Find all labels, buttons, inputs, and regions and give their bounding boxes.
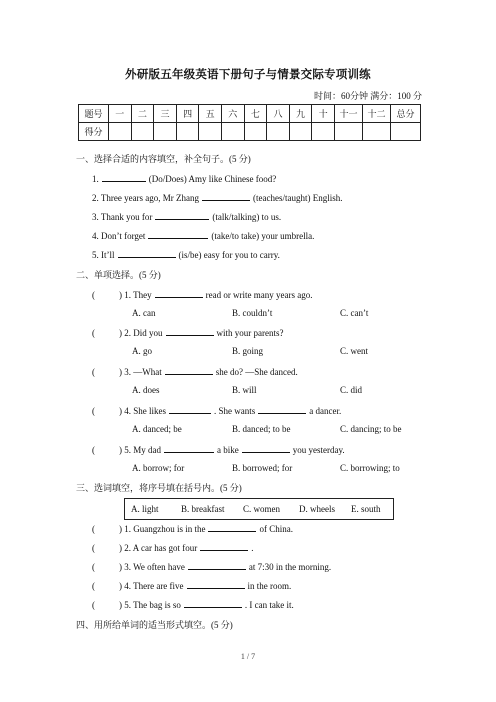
question-text: a dancer. bbox=[309, 406, 342, 416]
answer-blank[interactable] bbox=[184, 598, 242, 608]
word-bank-box bbox=[124, 498, 394, 520]
answer-blank[interactable] bbox=[118, 248, 176, 258]
section-2-heading: 二、单项选择。(5 分) bbox=[76, 270, 161, 280]
score-table-header-row bbox=[79, 105, 421, 123]
score-input-cell[interactable] bbox=[335, 123, 363, 141]
question-text: (is/be) easy for you to carry. bbox=[178, 250, 280, 260]
paren-open: ( bbox=[92, 406, 95, 416]
option-a: A. does bbox=[132, 385, 160, 395]
answer-blank[interactable] bbox=[208, 522, 256, 532]
question-text: in the room. bbox=[247, 581, 292, 591]
score-table-cell: 十一 bbox=[335, 105, 363, 123]
paren-open: ( bbox=[92, 328, 95, 338]
answer-blank[interactable] bbox=[148, 229, 208, 239]
option-a: A. danced; be bbox=[132, 424, 182, 434]
s3-question-2 bbox=[92, 541, 253, 553]
s2-question-5 bbox=[92, 443, 345, 455]
score-table-cell: 三 bbox=[154, 105, 177, 123]
option-c: C. borrowing; to bbox=[340, 463, 400, 473]
score-input-cell[interactable] bbox=[199, 123, 222, 141]
question-text: (Do/Does) Amy like Chinese food? bbox=[148, 174, 277, 184]
score-table-cell: 七 bbox=[244, 105, 267, 123]
answer-blank[interactable] bbox=[202, 191, 250, 201]
option-c: C. did bbox=[340, 385, 363, 395]
answer-blank[interactable] bbox=[188, 560, 246, 570]
option-b: B. couldn’t bbox=[232, 308, 273, 318]
answer-blank[interactable] bbox=[155, 288, 203, 298]
question-text: . She wants bbox=[214, 406, 256, 416]
question-text: ) 5. The bag is so bbox=[119, 600, 181, 610]
question-text: with your parents? bbox=[216, 328, 284, 338]
answer-blank[interactable] bbox=[187, 579, 245, 589]
question-text: you yesterday. bbox=[292, 445, 345, 455]
option-b: B. danced; to be bbox=[232, 424, 291, 434]
option-a: A. borrow; for bbox=[132, 463, 185, 473]
question-text: ) 3. We often have bbox=[119, 562, 185, 572]
question-text: 3. Thank you for bbox=[92, 212, 153, 222]
answer-blank[interactable] bbox=[169, 404, 211, 414]
paren-open: ( bbox=[92, 290, 95, 300]
score-input-cell[interactable] bbox=[391, 123, 421, 141]
option-b: B. going bbox=[232, 346, 264, 356]
section-3-heading: 三、选词填空，将序号填在括号内。(5 分) bbox=[76, 483, 242, 493]
score-input-cell[interactable] bbox=[221, 123, 244, 141]
word-bank-item: B. breakfast bbox=[181, 504, 225, 514]
option-b: B. will bbox=[232, 385, 257, 395]
question-text: 4. Don’t forget bbox=[92, 231, 146, 241]
score-input-cell[interactable] bbox=[176, 123, 199, 141]
s2-question-1 bbox=[92, 288, 313, 300]
score-table-cell: 四 bbox=[176, 105, 199, 123]
option-c: C. can’t bbox=[340, 308, 369, 318]
option-c: C. dancing; to be bbox=[340, 424, 402, 434]
score-table-cell: 十 bbox=[312, 105, 335, 123]
s1-question-1 bbox=[92, 172, 276, 184]
question-text: . bbox=[251, 543, 254, 553]
score-table-cell: 五 bbox=[199, 105, 222, 123]
score-input-cell[interactable] bbox=[131, 123, 154, 141]
question-text: at 7:30 in the morning. bbox=[248, 562, 332, 572]
section-1-heading: 一、选择合适的内容填空，补全句子。(5 分) bbox=[76, 154, 251, 164]
s2-question-4 bbox=[92, 404, 341, 416]
question-text: . I can take it. bbox=[244, 600, 294, 610]
question-text: (talk/talking) to us. bbox=[212, 212, 282, 222]
answer-blank[interactable] bbox=[258, 404, 306, 414]
answer-blank[interactable] bbox=[164, 443, 214, 453]
score-table-cell: 六 bbox=[221, 105, 244, 123]
s1-question-2 bbox=[92, 191, 343, 203]
page-number: 1 / 7 bbox=[240, 652, 256, 661]
s1-question-5 bbox=[92, 248, 280, 260]
score-table-cell: 九 bbox=[289, 105, 312, 123]
score-input-cell[interactable] bbox=[363, 123, 391, 141]
s2-question-3 bbox=[92, 365, 298, 377]
s1-question-4 bbox=[92, 229, 314, 241]
question-text: of China. bbox=[259, 524, 293, 534]
score-input-cell[interactable] bbox=[154, 123, 177, 141]
score-input-cell[interactable] bbox=[267, 123, 290, 141]
answer-blank[interactable] bbox=[102, 172, 146, 182]
option-b: B. borrowed; for bbox=[232, 463, 293, 473]
score-table-cell: 一 bbox=[109, 105, 132, 123]
score-table-cell: 二 bbox=[131, 105, 154, 123]
question-text: 2. Three years ago, Mr Zhang bbox=[92, 193, 200, 203]
option-c: C. went bbox=[340, 346, 368, 356]
time-info: 时间：60分钟 满分：100 分 bbox=[313, 91, 422, 101]
option-a: A. go bbox=[132, 346, 152, 356]
score-input-cell[interactable] bbox=[312, 123, 335, 141]
s3-question-1 bbox=[92, 522, 293, 534]
score-table-cell: 十二 bbox=[363, 105, 391, 123]
word-bank-item: C. women bbox=[243, 504, 280, 514]
score-table-cell: 得分 bbox=[79, 123, 109, 141]
score-table-cell: 题号 bbox=[79, 105, 109, 123]
question-text: (take/to take) your umbrella. bbox=[211, 231, 315, 241]
word-bank-item: E. south bbox=[351, 504, 381, 514]
question-text: ) 3. —What bbox=[119, 367, 162, 377]
answer-blank[interactable] bbox=[166, 326, 214, 336]
word-bank-item: D. wheels bbox=[299, 504, 335, 514]
s3-question-3 bbox=[92, 560, 331, 572]
question-text: she do? —She danced. bbox=[215, 367, 298, 377]
answer-blank[interactable] bbox=[155, 210, 209, 220]
score-input-cell[interactable] bbox=[289, 123, 312, 141]
question-text: ) 1. Guangzhou is in the bbox=[119, 524, 206, 534]
paren-open: ( bbox=[92, 524, 95, 534]
score-table-cell: 八 bbox=[267, 105, 290, 123]
question-text: ) 2. A car has got four bbox=[119, 543, 198, 553]
section-4-heading: 四、用所给单词的适当形式填空。(5 分) bbox=[76, 620, 233, 630]
score-input-cell[interactable] bbox=[109, 123, 132, 141]
option-a: A. can bbox=[132, 308, 156, 318]
page-title: 外研版五年级英语下册句子与情景交际专项训练 bbox=[125, 69, 371, 81]
question-text: ) 1. They bbox=[119, 290, 152, 300]
question-text: read or write many years ago. bbox=[205, 290, 313, 300]
score-table-score-row bbox=[79, 123, 421, 141]
answer-blank[interactable] bbox=[200, 541, 248, 551]
question-text: 5. It’ll bbox=[92, 250, 115, 260]
question-text: ) 5. My dad bbox=[119, 445, 161, 455]
s3-question-4 bbox=[92, 579, 291, 591]
paren-open: ( bbox=[92, 581, 95, 591]
question-text: 1. bbox=[92, 174, 99, 184]
paren-open: ( bbox=[92, 543, 95, 553]
paren-open: ( bbox=[92, 562, 95, 572]
answer-blank[interactable] bbox=[242, 443, 290, 453]
question-text: ) 2. Did you bbox=[119, 328, 163, 338]
question-text: a bike bbox=[217, 445, 239, 455]
score-table-cell: 总分 bbox=[391, 105, 421, 123]
word-bank-item: A. light bbox=[131, 504, 159, 514]
score-table bbox=[78, 104, 421, 141]
paren-open: ( bbox=[92, 367, 95, 377]
question-text: ) 4. There are five bbox=[119, 581, 184, 591]
question-text: ) 4. She likes bbox=[119, 406, 166, 416]
paren-open: ( bbox=[92, 600, 95, 610]
s2-question-2 bbox=[92, 326, 283, 338]
answer-blank[interactable] bbox=[165, 365, 213, 375]
score-input-cell[interactable] bbox=[244, 123, 267, 141]
question-text: (teaches/taught) English. bbox=[253, 193, 343, 203]
paren-open: ( bbox=[92, 445, 95, 455]
s3-question-5 bbox=[92, 598, 294, 610]
s1-question-3 bbox=[92, 210, 281, 222]
